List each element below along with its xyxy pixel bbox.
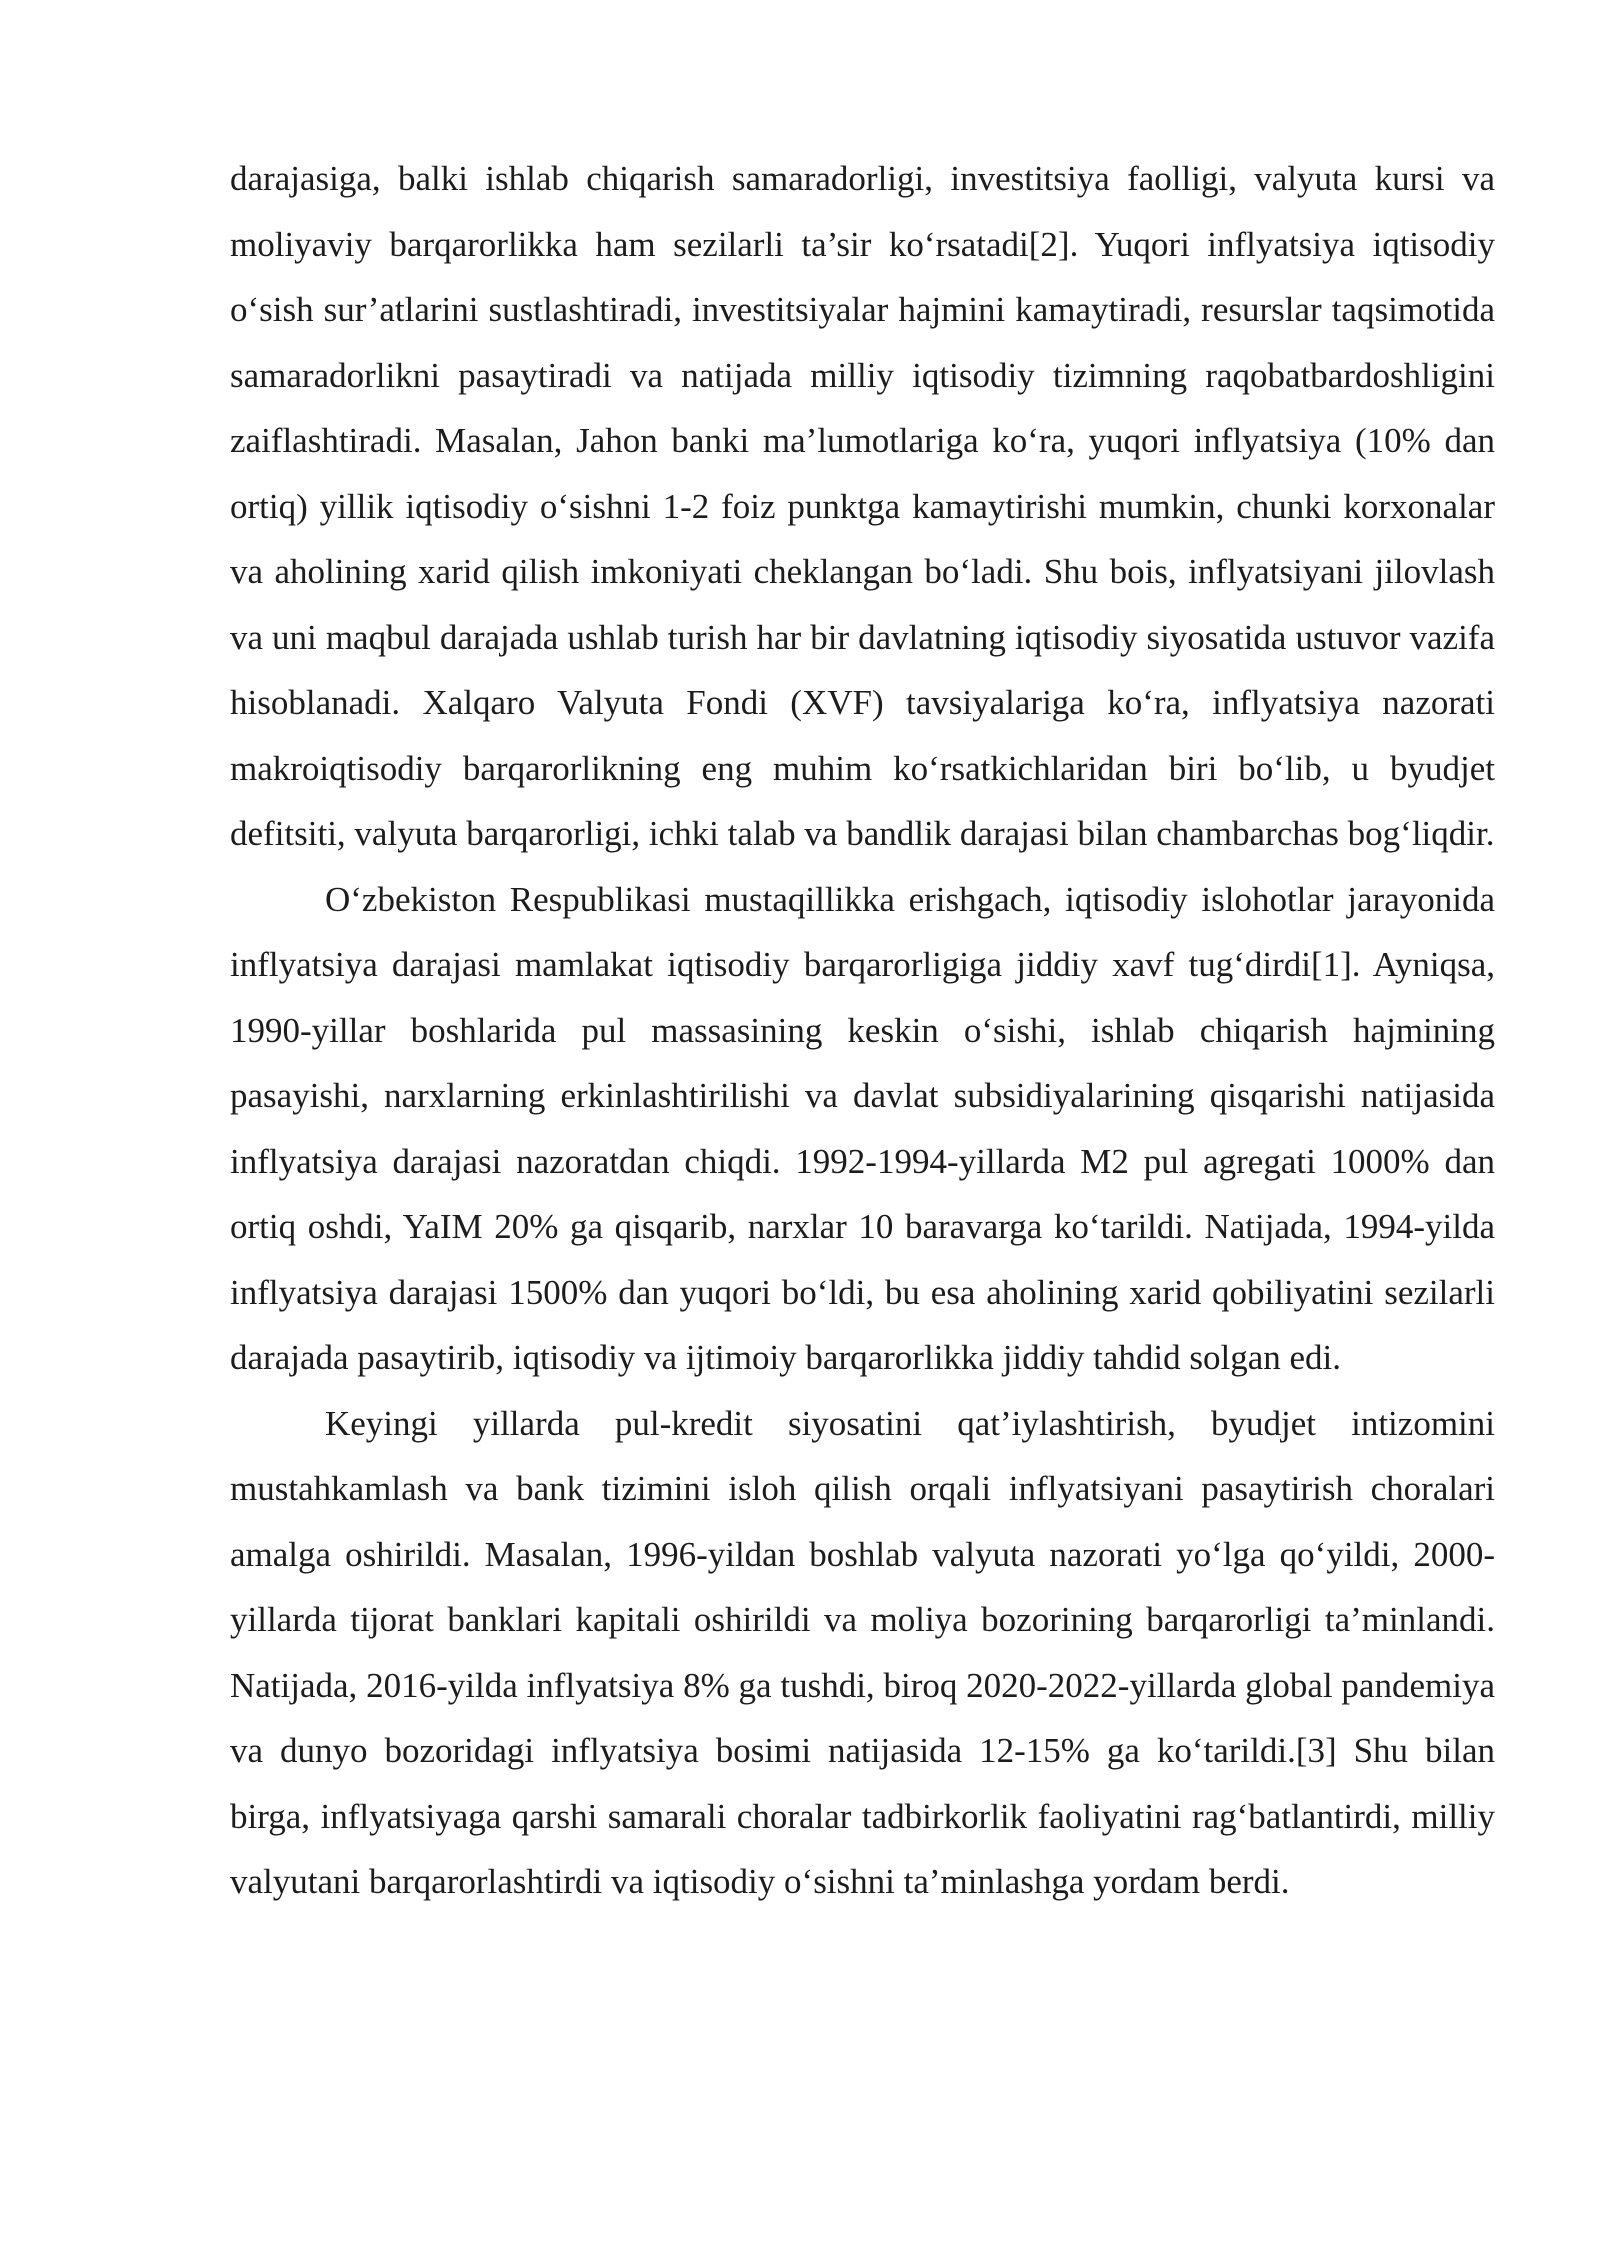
paragraph-2: O‘zbekiston Respublikasi mustaqillikka erishgach, iqtisodiy islohotlar jarayonida inflyatsiya darajasi mamlakat iqtisodiy barqarorligiga jiddiy xavf tug‘dirdi[1]. Ayniqsa, 1990-yillar boshlarida pul massasining keskin o‘sishi, ishlab chiqarish hajmining pasayishi, narxlarning erkinlashtirilishi va davlat subsidiyalarining qisqarishi natijasida inflyatsiya darajasi nazoratdan chiqdi. 1992-1994-yillarda M2 pul agregati 1000% dan ortiq oshdi, YaIM 20% ga qisqarib, narxlar 10 baravarga ko‘tarildi. Natijada, 1994-yilda inflyatsiya darajasi 1500% dan yuqori bo‘ldi, bu esa aholining xarid qobiliyatini sezilarli darajada pasaytirib, iqtisodiy va ijtimoiy barqarorlikka jiddiy tahdid solgan edi. <box>230 879 1495 1377</box>
paragraph-3: Keyingi yillarda pul-kredit siyosatini qat’iylashtirish, byudjet intizomini mustahkamlash va bank tizimini isloh qilish orqali inflyatsiyani pasaytirish choralari amalga oshirildi. Masalan, 1996-yildan boshlab valyuta nazorati yo‘lga qo‘yildi, 2000-yillarda tijorat banklari kapitali oshirildi va moliya bozorining barqarorligi ta’minlandi. Natijada, 2016-yilda inflyatsiya 8% ga tushdi, biroq 2020-2022-yillarda global pandemiya va dunyo bozoridagi inflyatsiya bosimi natijasida 12-15% ga ko‘tarildi.[3] Shu bilan birga, inflyatsiyaga qarshi samarali choralar tadbirkorlik faoliyatini rag‘batlantirdi, milliy valyutani barqarorlashtirdi va iqtisodiy o‘sishni ta’minlashga yordam berdi. <box>230 1403 1495 1901</box>
document-body <box>230 146 1495 1915</box>
paragraph-1: darajasiga, balki ishlab chiqarish samaradorligi, investitsiya faolligi, valyuta kursi va moliyaviy barqarorlikka ham sezilarli ta’sir ko‘rsatadi[2]. Yuqori inflyatsiya iqtisodiy o‘sish sur’atlarini sustlashtiradi, investitsiyalar hajmini kamaytiradi, resurslar taqsimotida samaradorlikni pasaytiradi va natijada milliy iqtisodiy tizimning raqobatbardoshligini zaiflashtiradi. Masalan, Jahon banki ma’lumotlariga ko‘ra, yuqori inflyatsiya (10% dan ortiq) yillik iqtisodiy o‘sishni 1-2 foiz punktga kamaytirishi mumkin, chunki korxonalar va aholining xarid qilish imkoniyati cheklangan bo‘ladi. Shu bois, inflyatsiyani jilovlash va uni maqbul darajada ushlab turish har bir davlatning iqtisodiy siyosatida ustuvor vazifa hisoblanadi. Xalqaro Valyuta Fondi (XVF) tavsiyalariga ko‘ra, inflyatsiya nazorati makroiqtisodiy barqarorlikning eng muhim ko‘rsatkichlaridan biri bo‘lib, u byudjet defitsiti, valyuta barqarorligi, ichki talab va bandlik darajasi bilan chambarchas bog‘liqdir. <box>230 159 1495 853</box>
